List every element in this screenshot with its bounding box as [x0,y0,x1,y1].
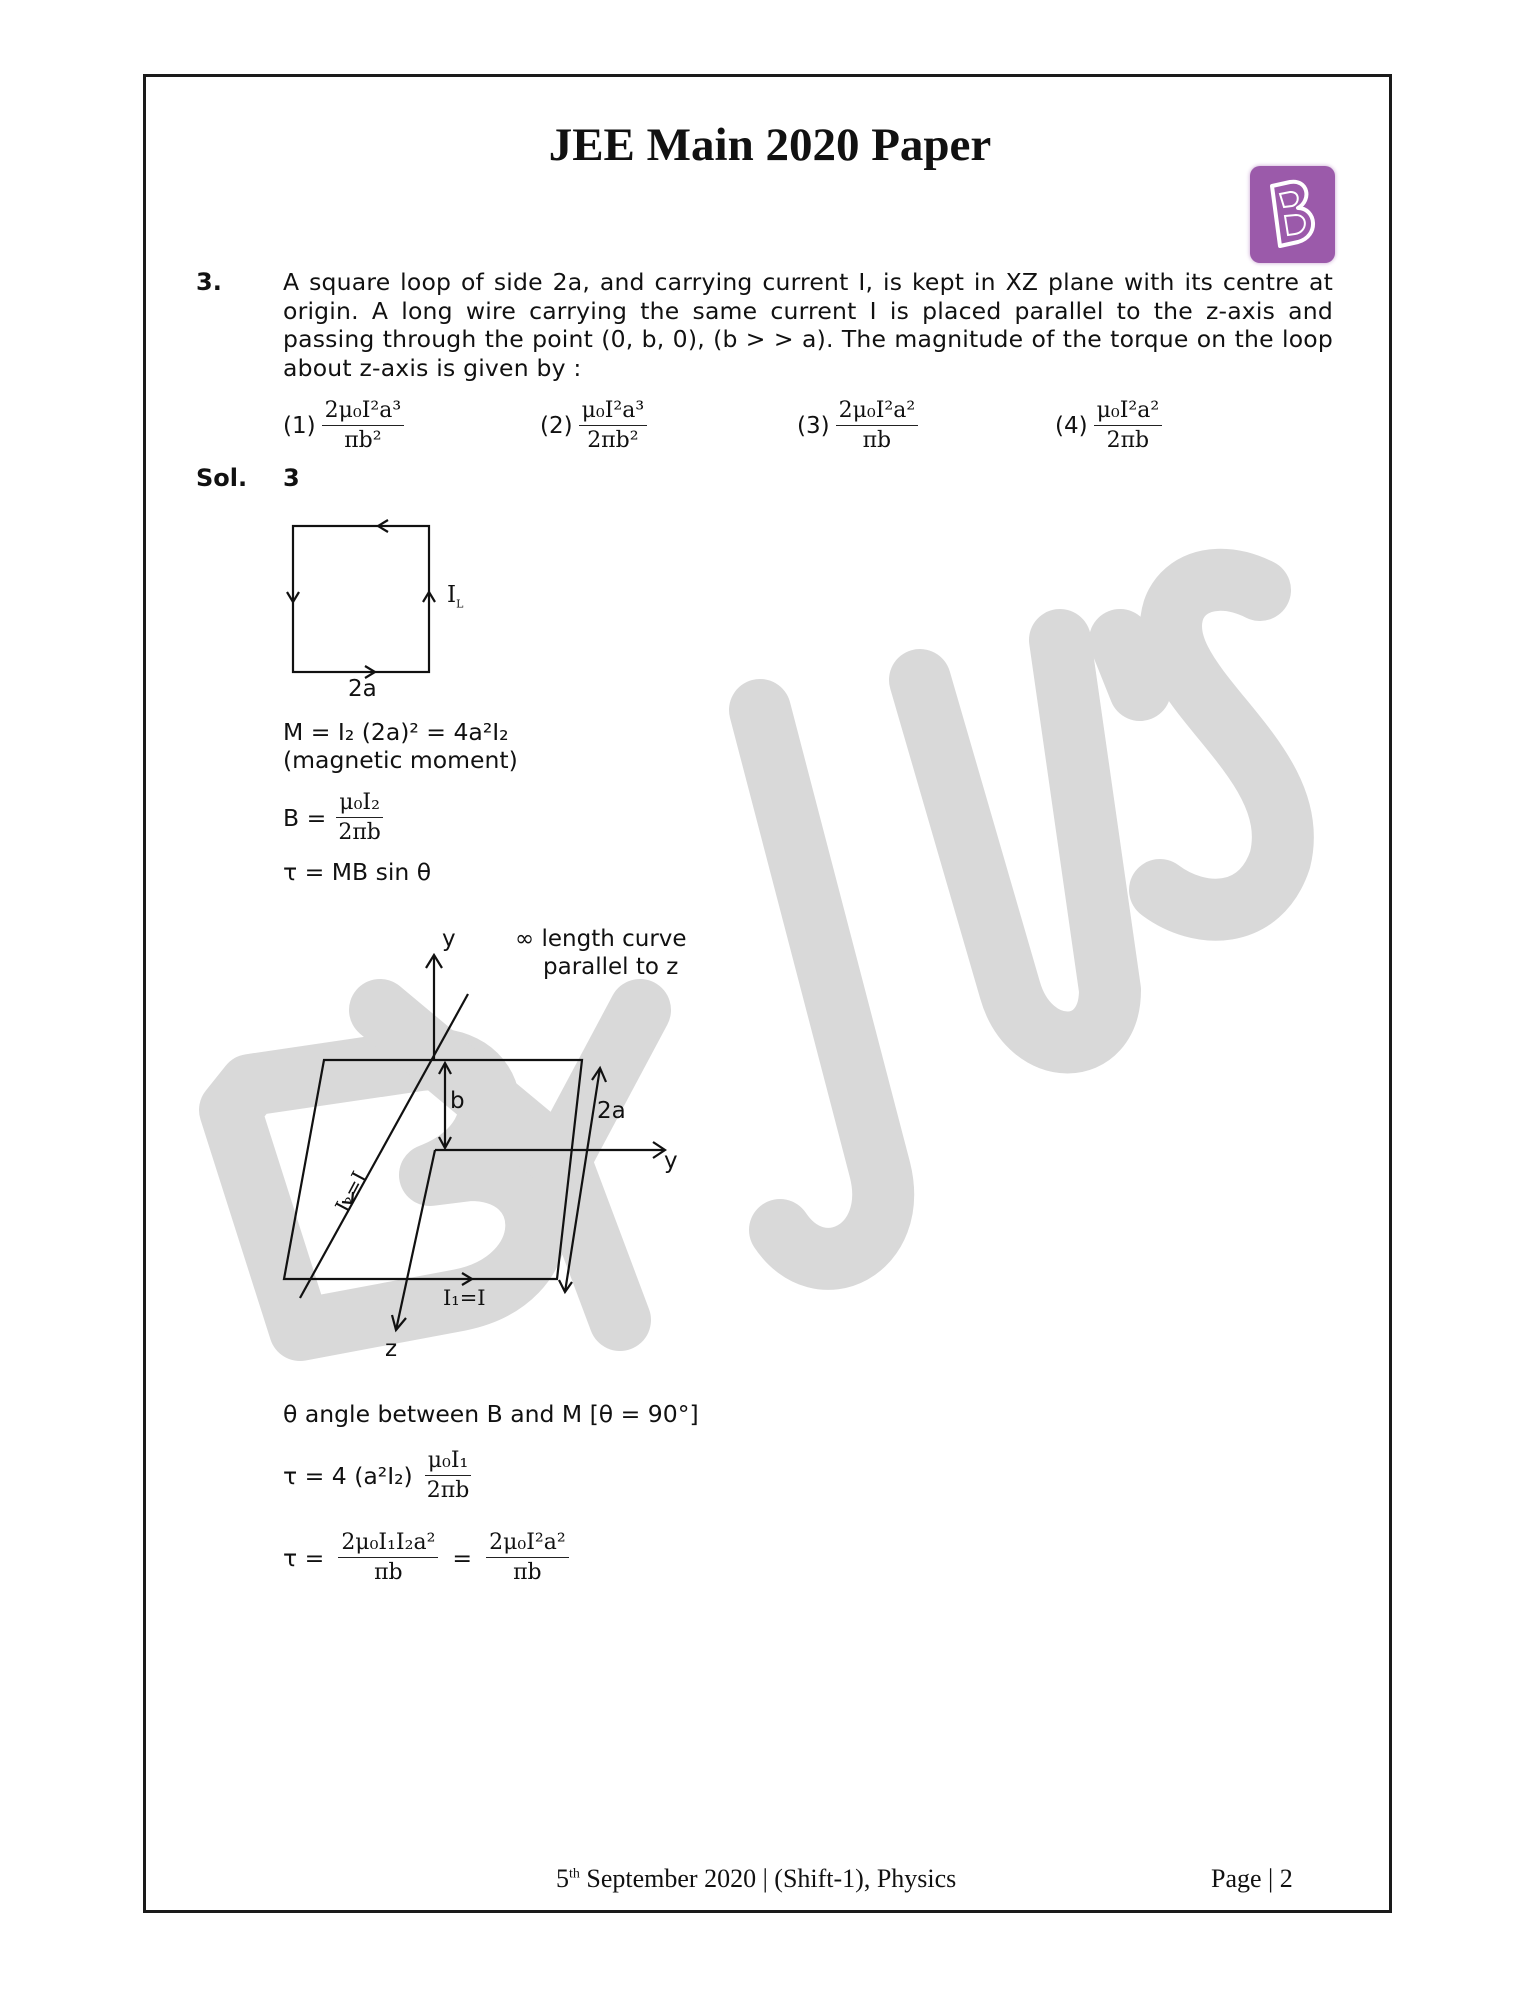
option-2 [540,398,647,454]
option-label: (3) [797,412,830,439]
torque-equation: τ = MB sin θ [283,858,432,886]
page-number: Page | 2 [1211,1864,1293,1893]
option-fraction: $\frac{\text{μ₀I²a²}}{2\pi b}$ [1094,398,1163,454]
solution-answer: 3 [283,464,300,492]
moment-note: (magnetic moment) [283,746,518,774]
option-fraction: $\frac{\text{2μ₀I²a³}}{\text{πb²}}$ [322,398,405,454]
field-equation: B = $\frac{\text{μ₀I₂}}{2\pi b}$ [283,790,383,846]
torque-step-2: τ = $\frac{\text{2μ₀I₁I₂a²}}{\pi b}$ = $\frac{\text{2μ₀I²a²}}{\pi b}$ [283,1530,569,1586]
wire-note-line1: ∞ length curve [515,926,687,952]
i1-label: I₁=I [443,1286,486,1310]
option-fraction: $\frac{\text{2μ₀I²a²}}{\pi b}$ [836,398,919,454]
option-4 [1055,398,1162,454]
side-2a-label: 2a [597,1098,626,1124]
loop-current-label: $I_L$ [447,582,464,611]
option-1 [283,398,404,454]
question-number: 3. [196,268,222,296]
option-fraction: $\frac{\text{μ₀I²a³}}{\text{2πb²}}$ [579,398,648,454]
torque-step-1: τ = 4 (a²I₂) $\frac{\text{μ₀I₁}}{2\pi b}$ [283,1448,471,1504]
loop-wire-axes-diagram [270,920,720,1370]
moment-equation: M = I₂ (2a)² = 4a²I₂ [283,718,509,746]
option-3 [797,398,918,454]
i2-label: I₂=I [330,1167,372,1217]
option-label: (1) [283,412,316,439]
byjus-b-icon [1250,166,1335,263]
option-label: (4) [1055,412,1088,439]
z-axis-label: z [385,1336,398,1362]
angle-note: θ angle between B and M [θ = 90°] [283,1400,699,1428]
b-label: b [450,1088,465,1114]
loop-side-label: 2a [348,676,377,702]
option-label: (2) [540,412,573,439]
question-text: A square loop of side 2a, and carrying current I, is kept in XZ plane with its centre at origin. A long wire carrying the same current I is placed parallel to the z-axis and passing through the point (0, b, 0), (b > > a). The magnitude of the torque on the loop about z-axis is given by : [283,268,1333,382]
y-axis-top-label: y [442,926,456,952]
y-axis-right-label: y [664,1148,678,1174]
byjus-logo [1250,166,1335,263]
footer-date-shift: 5th September 2020 | (Shift-1), Physics [556,1864,957,1893]
solution-label: Sol. [196,464,248,492]
wire-note-line2: parallel to z [543,954,679,980]
page-title: JEE Main 2020 Paper [548,119,992,171]
